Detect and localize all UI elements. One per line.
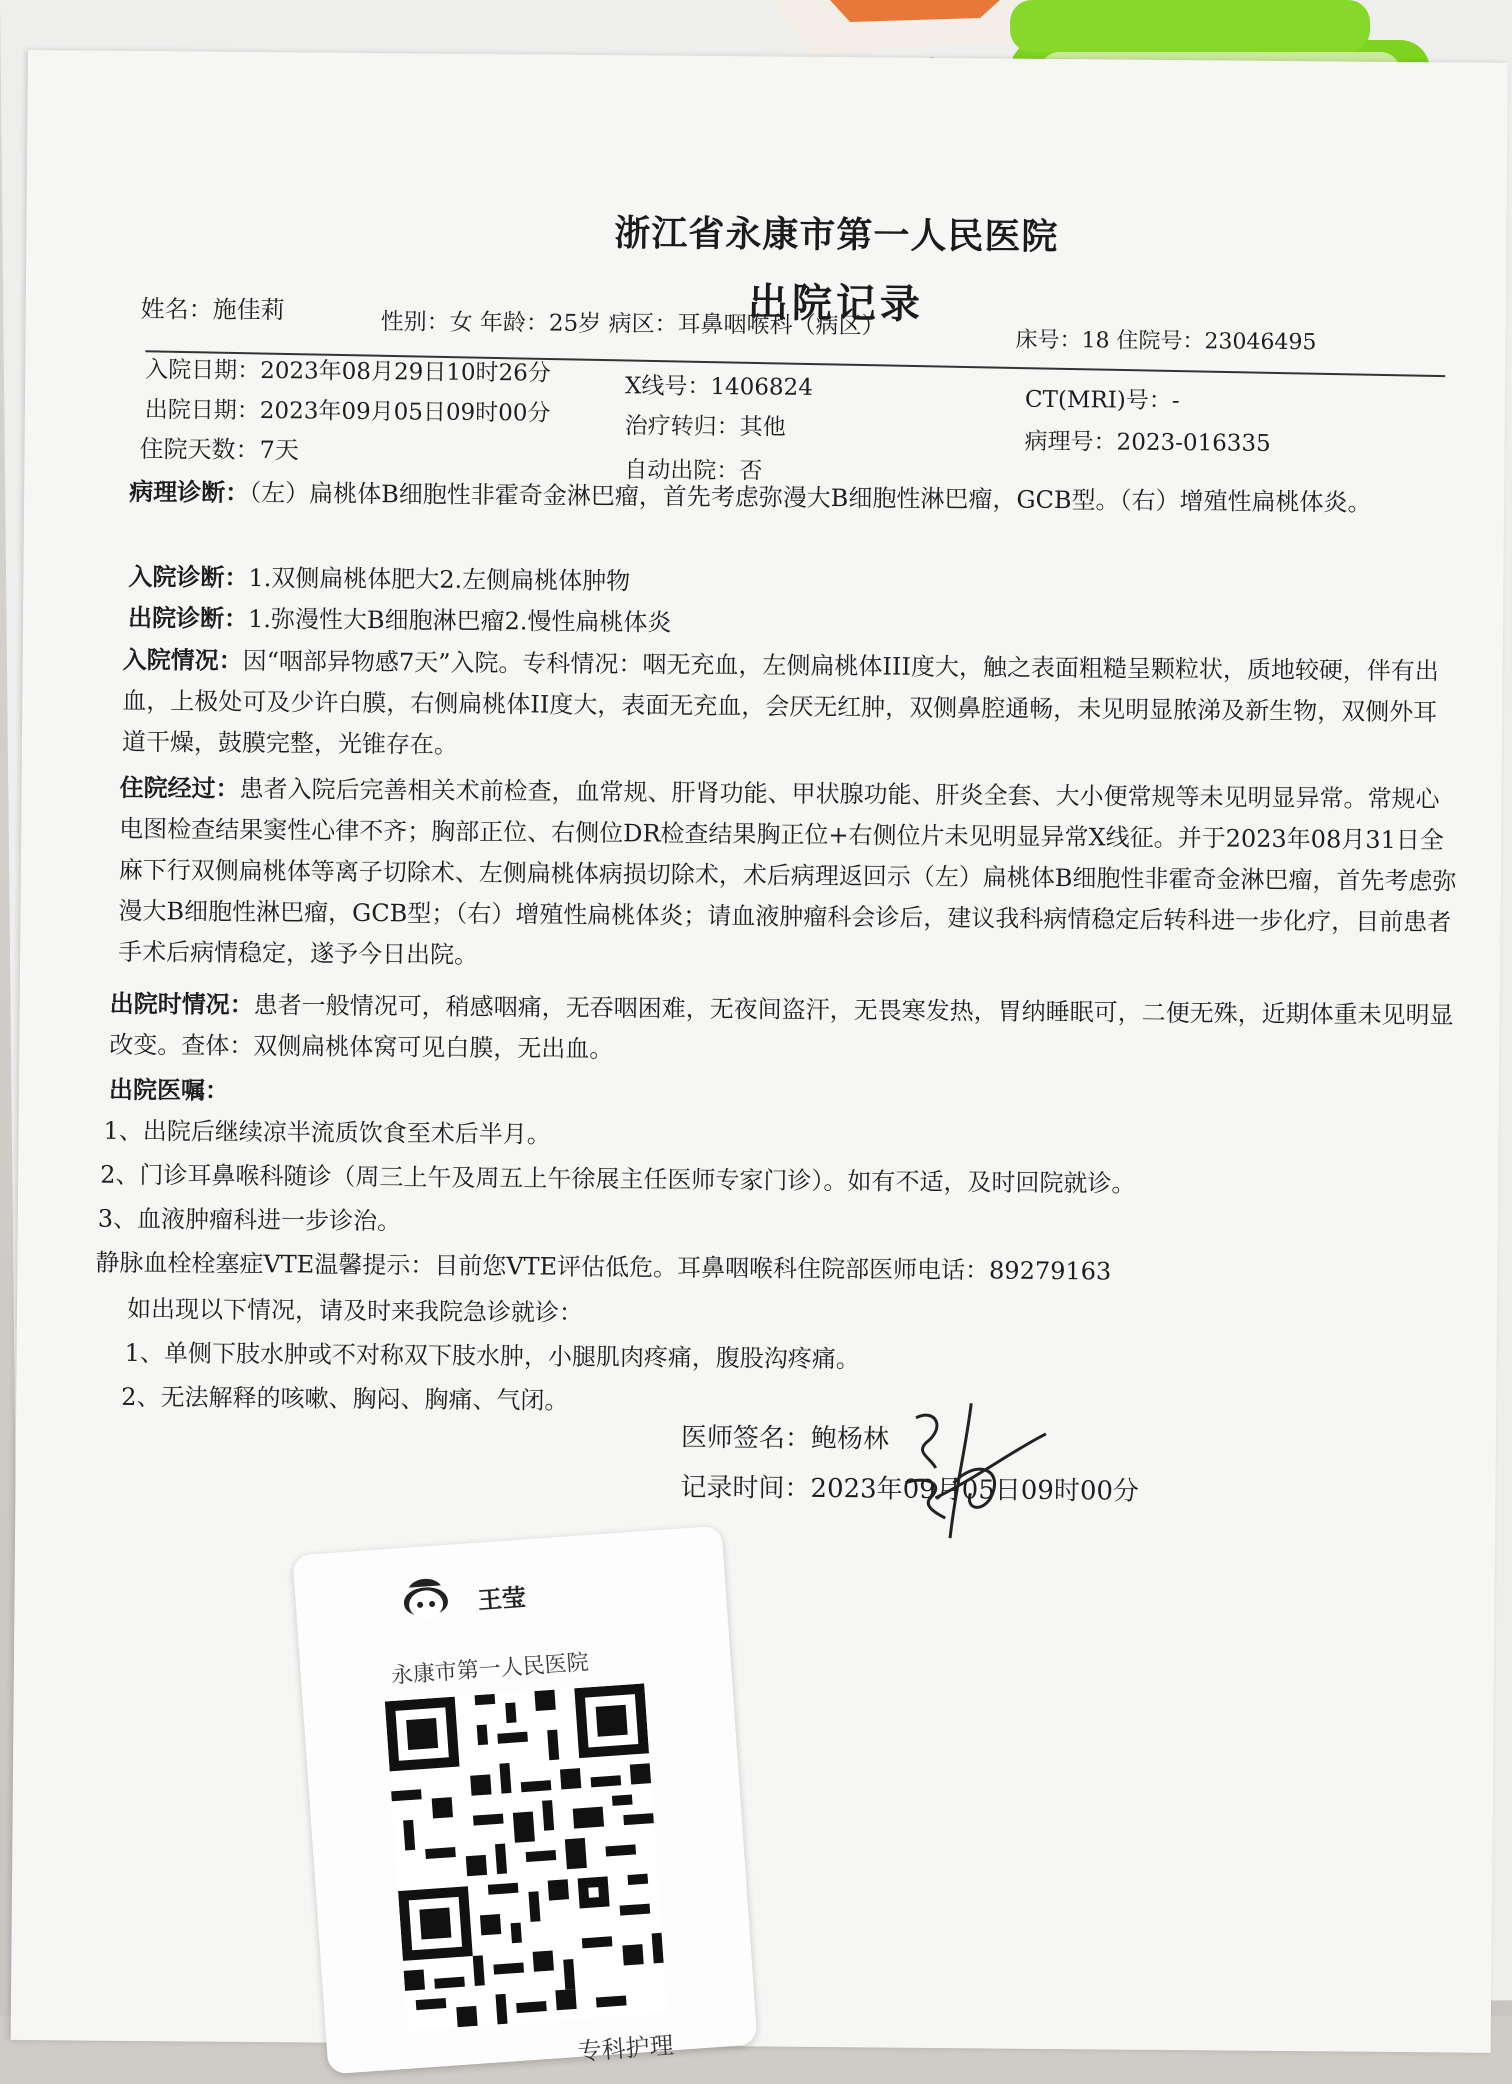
discharge-status (109, 983, 1460, 1078)
patient-gender-age-ward: 性别：女 年龄：25岁 病区：耳鼻咽喉科（病区） (380, 309, 885, 340)
vte-notice: 静脉血栓栓塞症VTE温馨提示：目前您VTE评估低危。耳鼻咽喉科住院部医师电话：89279163 (95, 1248, 1112, 1286)
emergency-item-1: 1、单侧下肢水肿或不对称双下肢水肿，小腿肌肉疼痛，腹股沟疼痛。 (124, 1338, 861, 1374)
admission-diagnosis-label: 入院诊断： (128, 561, 249, 592)
nurse-qr-card (292, 1526, 757, 2075)
emergency-intro: 如出现以下情况，请及时来我院急诊就诊： (126, 1294, 584, 1327)
hospital-course-text: 患者入院后完善相关术前检查，血常规、肝肾功能、甲状腺功能、肝炎全套、大小便常规等未见明显异常。常规心电图检查结果窦性心律不齐；胸部正位、右侧位DR检查结果胸正位+右侧位片未见明显异常X线征。并于2023年08月31日全麻下行双侧扁桃体等离子切除术、左侧扁桃体病损切除术，术后病理返回示（左）扁桃体B细胞性非霍奇金淋巴瘤，首先考虑弥漫大B细胞性淋巴瘤，GCB型；（右）增殖性扁桃体炎；请血液肿瘤科会诊后，建议我科病情稳定后转科进一步化疗，目前患者手术后病情稳定，遂予今日出院。 (118, 774, 1457, 969)
pathology-diagnosis-text: （左）扁桃体B细胞性非霍奇金淋巴瘤，首先考虑弥漫大B细胞性淋巴瘤，GCB型。（右）增殖性扁桃体炎。 (249, 478, 1372, 517)
xray-no: X线号：1406824 (624, 373, 814, 401)
admit-date: 入院日期：2023年08月29日10时26分 (145, 357, 551, 387)
discharge-status-label: 出院时情况： (109, 988, 254, 1020)
doctor-signature-label: 医师签名：鲍杨林 (680, 1422, 890, 1455)
discharge-status-text: 患者一般情况可，稍感咽痛，无吞咽困难，无夜间盗汗，无畏寒发热，胃纳睡眠可，二便无殊，近期体重未见明显改变。查体：双侧扁桃体窝可见白膜，无出血。 (109, 991, 1454, 1064)
hospital-name: 浙江省永康市第一人民医院 (614, 212, 1059, 258)
qr-code-icon[interactable] (385, 1683, 667, 2030)
bed-admission-no: 床号：18 住院号：23046495 (1015, 327, 1317, 356)
ct-mri-no: CT(MRI)号：- (1024, 386, 1180, 415)
pathology-diagnosis (129, 471, 1459, 525)
admission-diagnosis-text: 1.双侧扁桃体肥大2.左侧扁桃体肿物 (248, 563, 631, 596)
record-time: 记录时间：2023年09月05日09时00分 (680, 1472, 1140, 1507)
patient-name: 姓名：施佳莉 (140, 294, 285, 325)
discharge-record-paper (11, 50, 1508, 2053)
stay-days: 住院天数：7天 (139, 434, 299, 465)
discharge-order-1: 1、出院后继续凉半流质饮食至术后半月。 (103, 1116, 551, 1149)
hospital-course-label: 住院经过： (119, 772, 240, 803)
self-discharge: 自动出院：否 (624, 457, 763, 485)
discharge-order-2: 2、门诊耳鼻喉科随诊（周三上午及周五上午徐展主任医师专家门诊）。如有不适，及时回院就诊。 (100, 1160, 1136, 1198)
admission-status-text: 因“咽部异物感7天”入院。专科情况：咽无充血，左侧扁桃体III度大，触之表面粗糙呈颗粒状，质地较硬，伴有出血，上极处可及少许白膜，右侧扁桃体II度大，表面无充血，会厌无红肿，双侧鼻腔通畅，未见明显脓涕及新生物，双侧外耳道干燥，鼓膜完整，光锥存在。 (121, 646, 1440, 759)
discharge-diagnosis-text: 1.弥漫性大B细胞淋巴瘤2.慢性扁桃体炎 (247, 604, 672, 637)
nurse-name: 王莹 (477, 1583, 527, 1615)
record-title: 出院记录 (747, 279, 925, 328)
avatar-icon (394, 1570, 458, 1628)
treatment-outcome: 治疗转归：其他 (624, 413, 786, 441)
handwritten-signature (875, 1387, 1056, 1559)
discharge-diagnosis-label: 出院诊断： (127, 602, 249, 633)
card-hospital: 永康市第一人民医院 (390, 1650, 590, 1690)
discharge-order-3: 3、血液肿瘤科进一步诊治。 (97, 1204, 402, 1236)
pathology-no: 病理号：2023-016335 (1024, 428, 1271, 457)
discharge-orders-label: 出院医嘱： (108, 1074, 230, 1105)
discharge-date: 出院日期：2023年09月05日09时00分 (144, 397, 551, 427)
pathology-diagnosis-label: 病理诊断： (129, 476, 250, 507)
hospital-course (118, 767, 1460, 985)
emergency-item-2: 2、无法解释的咳嗽、胸闷、胸痛、气闭。 (121, 1382, 569, 1415)
admission-status-label: 入院情况： (122, 644, 243, 675)
admission-status (122, 639, 1458, 775)
card-footer: 专科护理 (576, 2031, 675, 2066)
